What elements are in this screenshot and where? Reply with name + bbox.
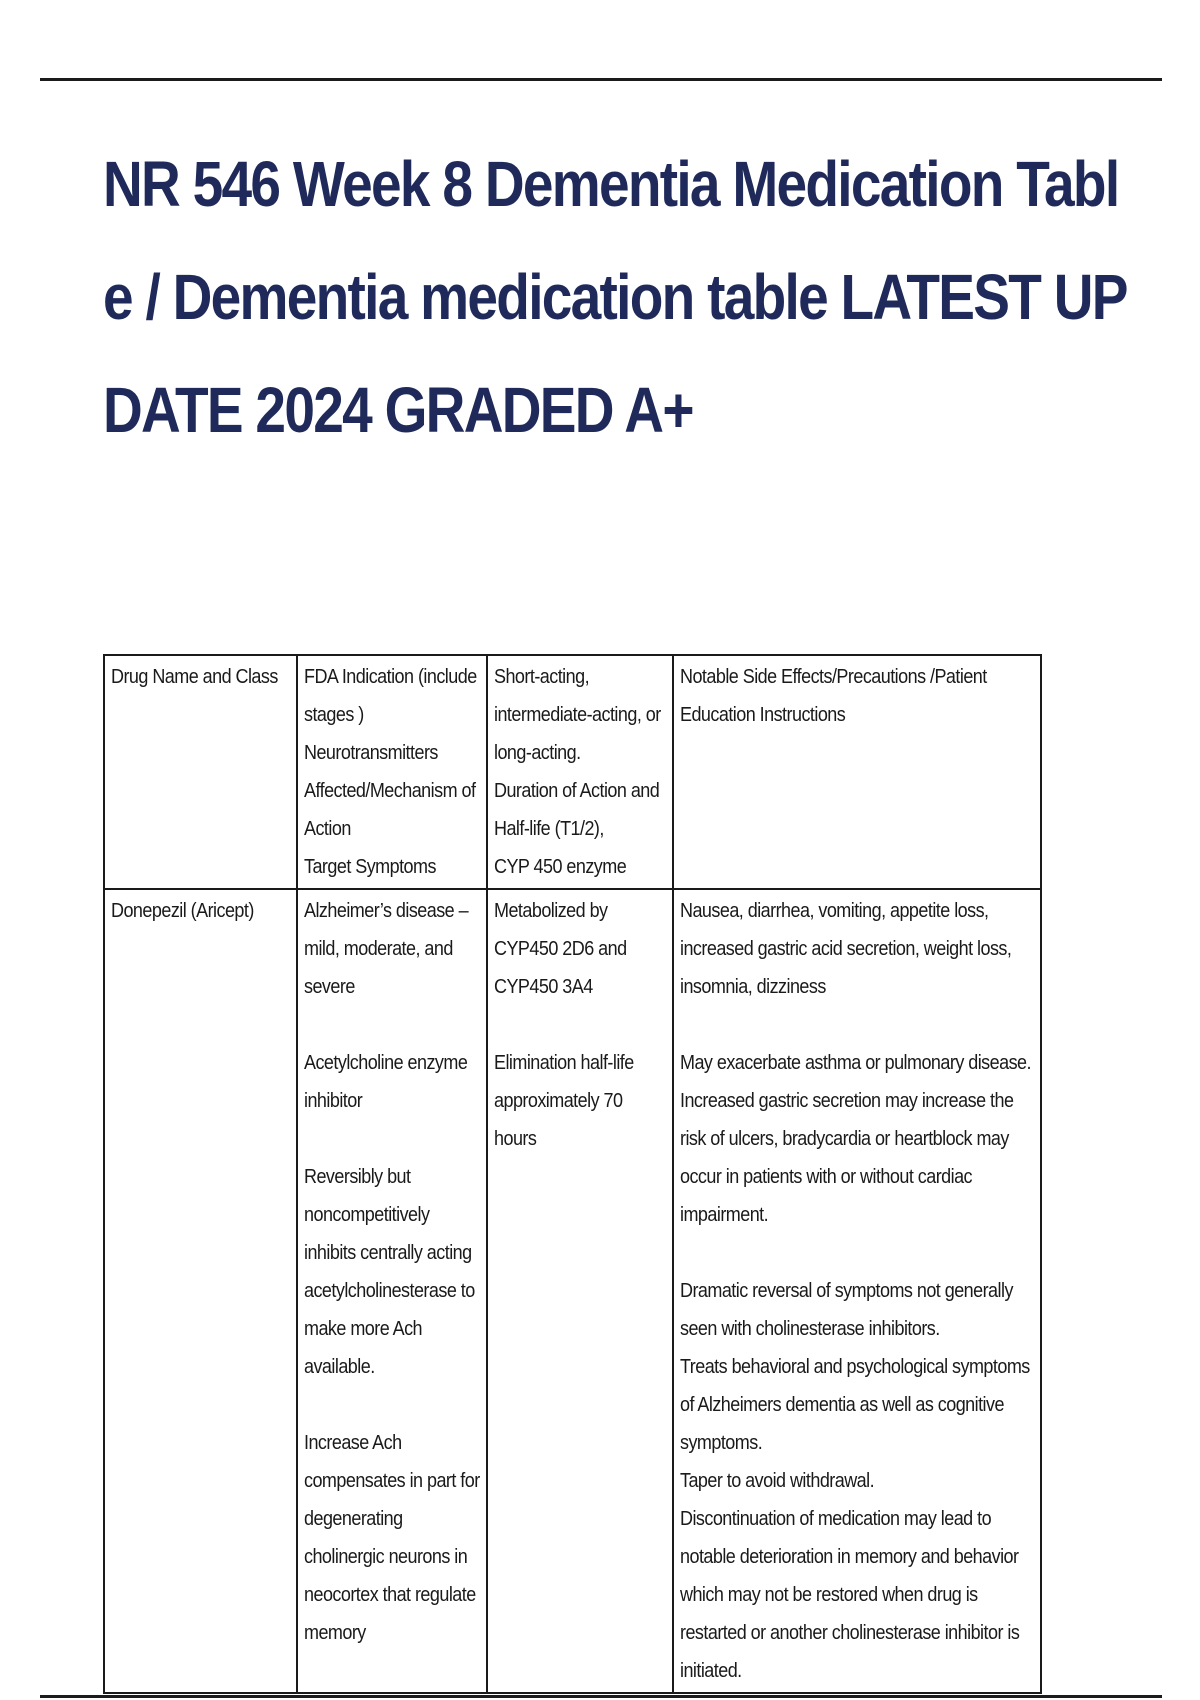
header-side-effects: Notable Side Effects/Precautions /Patient Education Instructions (673, 655, 1041, 889)
cell-side-effects (673, 889, 1041, 1693)
header-duration-line-2: Duration of Action and Half-life (T1/2), (494, 780, 660, 840)
side-effects-common: Nausea, diarrhea, vomiting, appetite loss, increased gastric acid secretion, weight loss, insomnia, dizziness (680, 900, 1012, 998)
cell-drug-name: Donepezil (Aricept) (104, 889, 297, 1693)
header-fda-line-3: Target Symptoms (304, 856, 436, 878)
header-fda-line-2: Neurotransmitters Affected/Mechanism of Action (304, 742, 476, 840)
precaution-ulcers: Increased gastric secretion may increase the risk of ulcers, bradycardia or heartblock may occur in patients with or without cardiac impairment. (680, 1090, 1014, 1226)
header-duration-line-3: CYP 450 enzyme (494, 856, 627, 878)
duration-metabolism: Metabolized by CYP450 2D6 and CYP450 3A4 (494, 900, 627, 998)
fda-indication-stages: Alzheimer’s disease – mild, moderate, and severe (304, 900, 469, 998)
education-taper: Taper to avoid withdrawal. (680, 1470, 875, 1492)
cell-fda-indication (297, 889, 487, 1693)
header-fda-indication (297, 655, 487, 889)
document-title (103, 128, 1127, 467)
education-discontinuation: Discontinuation of medication may lead to notable deterioration in memory and behavior which may not be restored when drug is restarted or another cholinesterase inhibitor is initiated. (680, 1508, 1020, 1682)
title-line-2: e / Dementia medication table LATEST UP (103, 261, 1127, 333)
fda-indication-class: Acetylcholine enzyme inhibitor (304, 1052, 468, 1112)
header-fda-line-1: FDA Indication (include stages ) (304, 666, 477, 726)
fda-indication-target: Increase Ach compensates in part for degenerating cholinergic neurons in neocortex that regulate memory (304, 1432, 480, 1644)
precaution-asthma: May exacerbate asthma or pulmonary disease. (680, 1052, 1031, 1074)
education-reversal: Dramatic reversal of symptoms not generally seen with cholinesterase inhibitors. (680, 1280, 1013, 1340)
cell-duration (487, 889, 673, 1693)
header-drug-name: Drug Name and Class (104, 655, 297, 889)
title-line-3: DATE 2024 GRADED A+ (103, 374, 693, 446)
top-divider (40, 78, 1162, 81)
table-header-row (104, 655, 1041, 889)
fda-indication-mechanism: Reversibly but noncompetitively inhibits centrally acting acetylcholinesterase to make more Ach available. (304, 1166, 475, 1378)
table-row (104, 889, 1041, 1693)
duration-half-life: Elimination half-life approximately 70 hours (494, 1052, 634, 1150)
bottom-divider (40, 1695, 1162, 1698)
header-duration (487, 655, 673, 889)
dementia-medication-table (103, 654, 1042, 1694)
education-behavioral: Treats behavioral and psychological symptoms of Alzheimers dementia as well as cognitive symptoms. (680, 1356, 1030, 1454)
header-duration-line-1: Short-acting, intermediate-acting, or long-acting. (494, 666, 661, 764)
title-line-1: NR 546 Week 8 Dementia Medication Tabl (103, 148, 1119, 220)
